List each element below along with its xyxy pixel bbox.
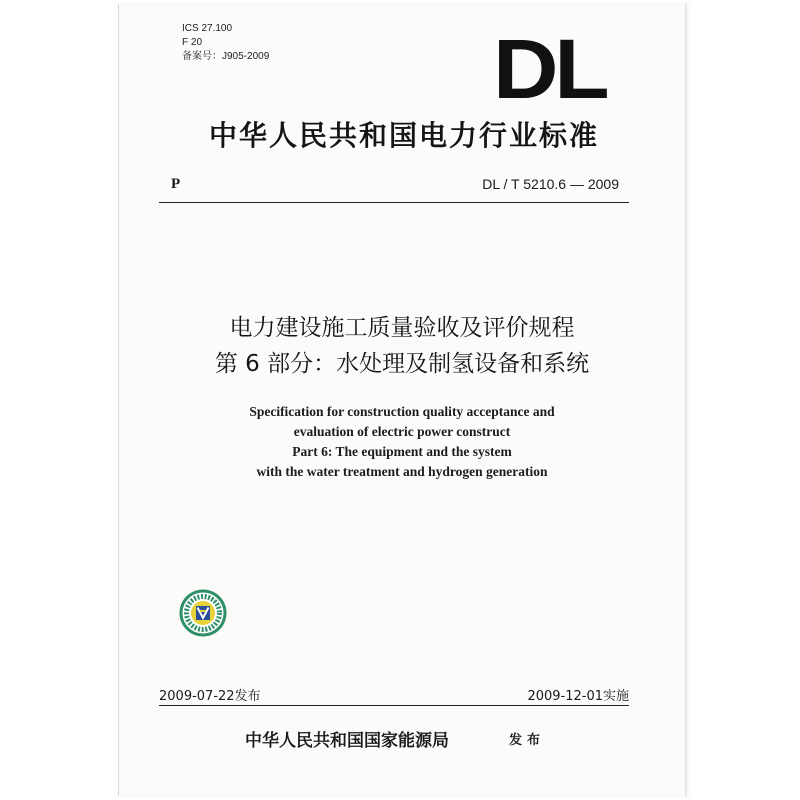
chinese-title-line-2: 第 6 部分：水处理及制氢设备和系统 [214, 351, 590, 377]
english-title-line-4: with the water treatment and hydrogen generation [256, 464, 548, 479]
cover-metadata [182, 22, 269, 64]
english-title-line-2: evaluation of electric power construct [293, 424, 511, 439]
chinese-title [139, 310, 665, 382]
chinese-title-line-1: 电力建设施工质量验收及评价规程 [229, 315, 575, 341]
dl-logo: DL [493, 22, 606, 116]
bottom-divider [159, 705, 629, 706]
category-code: P [171, 176, 181, 192]
english-title-line-1: Specification for construction quality acceptance and [249, 404, 555, 419]
classification-code: F 20 [182, 37, 203, 48]
standard-title: 中华人民共和国电力行业标准 [208, 119, 599, 152]
filing-number: 备案号：J905-2009 [182, 51, 270, 62]
publish-label: 发布 [509, 733, 546, 748]
issue-date: 2009-07-22发布 [159, 689, 261, 704]
ics-code: ICS 27.100 [182, 23, 233, 34]
top-divider [159, 202, 629, 203]
seal-emblem-icon [179, 589, 227, 637]
standard-number: DL / T 5210.6 — 2009 [482, 176, 619, 192]
english-title-line-3: Part 6: The equipment and the system [292, 444, 512, 459]
english-title [139, 402, 665, 482]
standard-cover [118, 4, 686, 796]
implementation-date: 2009-12-01实施 [527, 689, 629, 704]
issuing-authority: 中华人民共和国国家能源局 [245, 731, 449, 751]
